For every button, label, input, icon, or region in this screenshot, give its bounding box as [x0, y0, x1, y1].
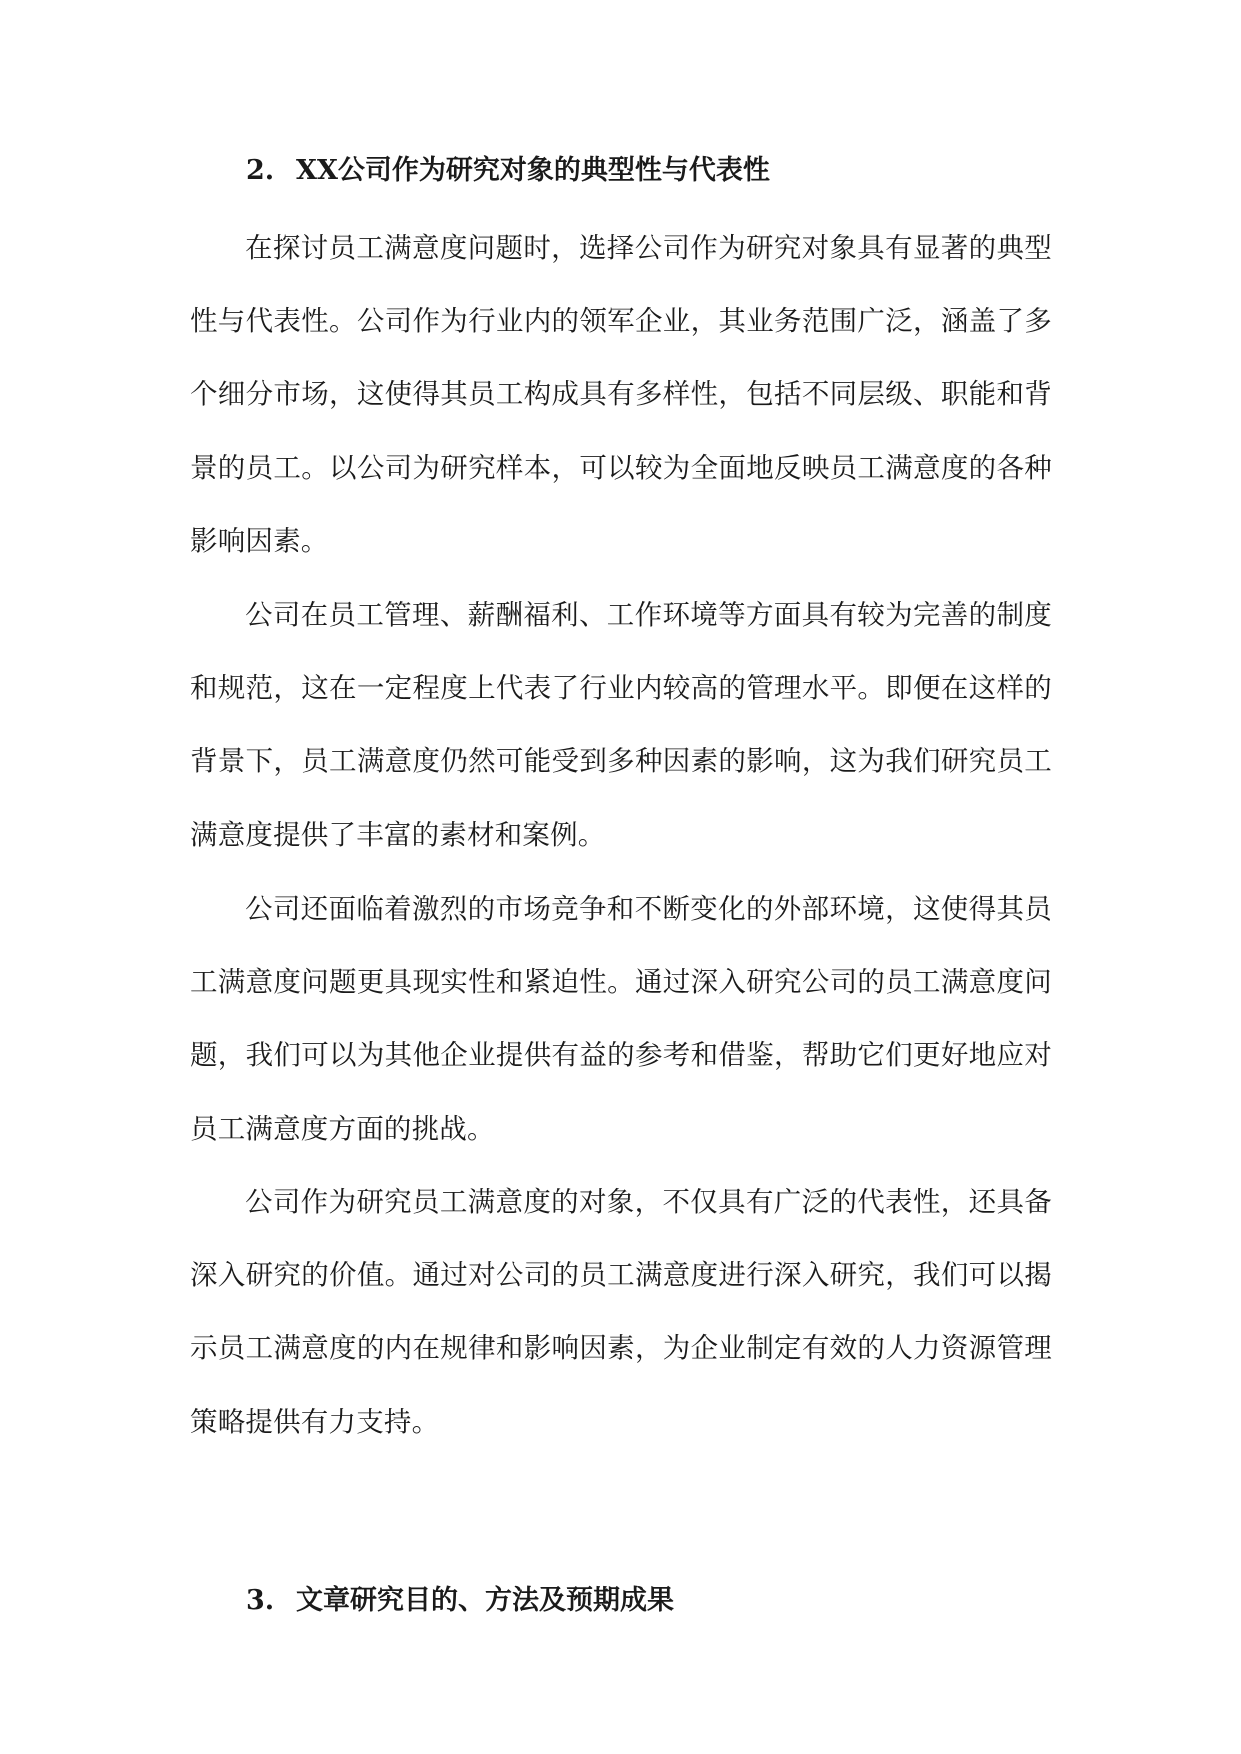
section-number: 3.	[246, 1585, 275, 1616]
section-heading-2	[190, 151, 1050, 191]
body-paragraph: 公司在员工管理、薪酬福利、工作环境等方面具有较为完善的制度和规范，这在一定程度上代表了行业内较高的管理水平。即便在这样的背景下，员工满意度仍然可能受到多种因素的影响，这为我们研究员工满意度提供了丰富的素材和案例。	[190, 599, 1052, 851]
body-paragraph: 公司还面临着激烈的市场竞争和不断变化的外部环境，这使得其员工满意度问题更具现实性和紧迫性。通过深入研究公司的员工满意度问题，我们可以为其他企业提供有益的参考和借鉴，帮助它们更好地应对员工满意度方面的挑战。	[190, 893, 1052, 1145]
body-paragraph: 在探讨员工满意度问题时，选择公司作为研究对象具有显著的典型性与代表性。公司作为行业内的领军企业，其业务范围广泛，涵盖了多个细分市场，这使得其员工构成具有多样性，包括不同层级、职能和背景的员工。以公司为研究样本，可以较为全面地反映员工满意度的各种影响因素。	[190, 232, 1052, 557]
section-title: XX公司作为研究对象的典型性与代表性	[296, 155, 770, 186]
section-title: 文章研究目的、方法及预期成果	[296, 1585, 674, 1616]
section-number: 2.	[246, 155, 275, 186]
body-paragraph: 公司作为研究员工满意度的对象，不仅具有广泛的代表性，还具备深入研究的价值。通过对公司的员工满意度进行深入研究，我们可以揭示员工满意度的内在规律和影响因素，为企业制定有效的人力资源管理策略提供有力支持。	[190, 1186, 1052, 1438]
section-heading-3	[190, 1581, 1050, 1621]
